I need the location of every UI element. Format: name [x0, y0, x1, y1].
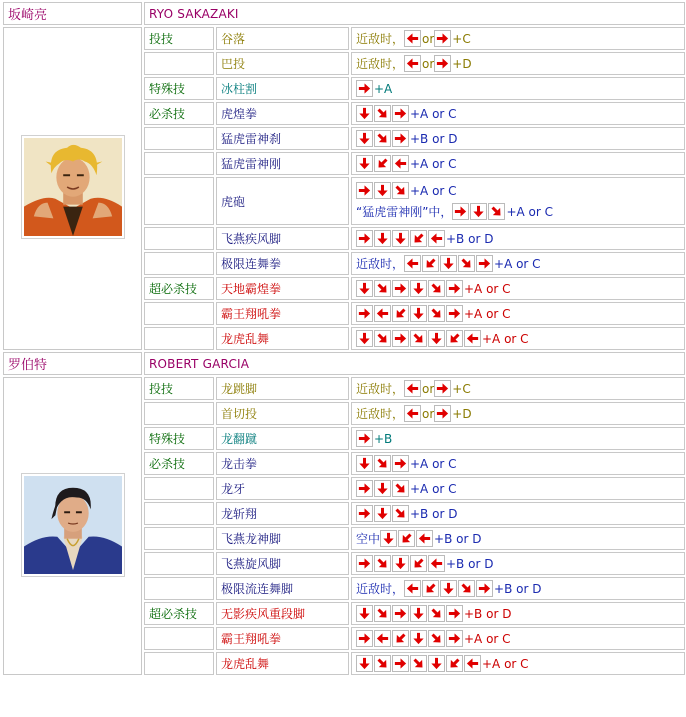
command-text: +A or C — [410, 156, 457, 171]
move-name: 无影疾风重段脚 — [216, 602, 349, 625]
command-text: +B or D — [410, 506, 458, 521]
right-arrow-icon — [356, 630, 373, 647]
left-arrow-icon — [374, 630, 391, 647]
down-arrow-icon — [374, 182, 391, 199]
right-arrow-icon — [476, 580, 493, 597]
move-category — [144, 577, 214, 600]
left-arrow-icon — [374, 305, 391, 322]
command-text: +A or C — [464, 281, 511, 296]
move-name: 虎砲 — [216, 177, 349, 225]
move-name: 天地霸煌拳 — [216, 277, 349, 300]
right-arrow-icon — [392, 455, 409, 472]
command-text: +D — [452, 406, 472, 421]
command-sequence — [356, 605, 511, 622]
down-arrow-icon — [392, 555, 409, 572]
move-category: 特殊技 — [144, 77, 214, 100]
down-left-arrow-icon — [422, 255, 439, 272]
down-arrow-icon — [380, 530, 397, 547]
right-arrow-icon — [446, 630, 463, 647]
down-right-arrow-icon — [488, 203, 505, 220]
down-right-arrow-icon — [374, 330, 391, 347]
move-category — [144, 652, 214, 675]
down-right-arrow-icon — [428, 305, 445, 322]
move-name: 龙翻蹴 — [216, 427, 349, 450]
command-sequence — [356, 630, 511, 647]
right-arrow-icon — [446, 305, 463, 322]
left-arrow-icon — [428, 230, 445, 247]
move-name: 霸王翔吼拳 — [216, 302, 349, 325]
command-text: 近敌时， — [356, 582, 405, 596]
move-command — [351, 27, 685, 50]
command-sequence — [356, 230, 493, 247]
move-command — [351, 652, 685, 675]
move-category — [144, 52, 214, 75]
move-command — [351, 177, 685, 225]
command-text: +A or C — [410, 456, 457, 471]
down-left-arrow-icon — [398, 530, 415, 547]
character-name-en: ROBERT GARCIA — [144, 352, 685, 375]
move-command — [351, 452, 685, 475]
right-arrow-icon — [392, 655, 409, 672]
move-category — [144, 502, 214, 525]
command-text: 空中 — [356, 532, 381, 546]
command-text: +B — [374, 431, 393, 446]
command-sequence — [356, 55, 472, 72]
move-category — [144, 527, 214, 550]
down-arrow-icon — [356, 605, 373, 622]
command-text: +B or D — [464, 606, 512, 621]
down-right-arrow-icon — [458, 580, 475, 597]
move-category — [144, 127, 214, 150]
command-text: 近敌时， — [356, 57, 405, 71]
command-sequence — [356, 182, 457, 199]
command-text: +A or C — [464, 306, 511, 321]
robert-portrait-icon — [21, 473, 125, 577]
down-arrow-icon — [356, 130, 373, 147]
down-right-arrow-icon — [458, 255, 475, 272]
command-text: +B or D — [410, 131, 458, 146]
down-right-arrow-icon — [410, 655, 427, 672]
command-sequence — [356, 530, 481, 547]
move-category — [144, 477, 214, 500]
down-arrow-icon — [356, 105, 373, 122]
command-text: +A — [374, 81, 393, 96]
down-right-arrow-icon — [392, 480, 409, 497]
move-category — [144, 302, 214, 325]
move-name: 极限连舞拳 — [216, 252, 349, 275]
move-command — [351, 427, 685, 450]
left-arrow-icon — [428, 555, 445, 572]
right-arrow-icon — [356, 230, 373, 247]
right-arrow-icon — [476, 255, 493, 272]
command-text: “猛虎雷神刚”中， — [356, 205, 453, 219]
move-name: 龙虎乱舞 — [216, 652, 349, 675]
down-right-arrow-icon — [374, 105, 391, 122]
down-left-arrow-icon — [446, 655, 463, 672]
move-category — [144, 402, 214, 425]
down-right-arrow-icon — [428, 630, 445, 647]
move-command — [351, 302, 685, 325]
command-sequence — [356, 30, 471, 47]
move-name: 龙跳脚 — [216, 377, 349, 400]
down-arrow-icon — [470, 203, 487, 220]
left-arrow-icon — [416, 530, 433, 547]
move-category — [144, 252, 214, 275]
move-category: 投技 — [144, 377, 214, 400]
character-name-cn: 罗伯特 — [3, 352, 142, 375]
command-text: +C — [452, 381, 471, 396]
move-command — [351, 102, 685, 125]
down-right-arrow-icon — [374, 555, 391, 572]
move-command — [351, 152, 685, 175]
command-text: 近敌时， — [356, 382, 405, 396]
command-sequence — [356, 380, 471, 397]
down-arrow-icon — [374, 480, 391, 497]
down-arrow-icon — [410, 630, 427, 647]
move-row — [3, 27, 685, 50]
move-name: 极限流连舞脚 — [216, 577, 349, 600]
down-right-arrow-icon — [428, 280, 445, 297]
down-arrow-icon — [428, 655, 445, 672]
move-list-body — [3, 2, 685, 675]
down-arrow-icon — [410, 305, 427, 322]
command-sequence — [356, 455, 457, 472]
command-text: or — [422, 31, 435, 46]
move-command — [351, 277, 685, 300]
move-category — [144, 627, 214, 650]
command-text: +B or D — [446, 231, 494, 246]
move-name: 猛虎雷神刹 — [216, 127, 349, 150]
move-category — [144, 177, 214, 225]
down-arrow-icon — [428, 330, 445, 347]
command-text: +B or D — [494, 581, 542, 596]
move-command — [351, 502, 685, 525]
move-name: 飞燕龙神脚 — [216, 527, 349, 550]
character-name-cn: 坂崎亮 — [3, 2, 142, 25]
down-left-arrow-icon — [422, 580, 439, 597]
command-sequence — [356, 580, 541, 597]
right-arrow-icon — [356, 555, 373, 572]
portrait-cell — [3, 377, 142, 675]
ryo-portrait-icon — [21, 135, 125, 239]
right-arrow-icon — [434, 380, 451, 397]
down-right-arrow-icon — [374, 655, 391, 672]
move-category: 必杀技 — [144, 452, 214, 475]
right-arrow-icon — [434, 30, 451, 47]
command-sequence — [356, 405, 472, 422]
move-name: 龙斩翔 — [216, 502, 349, 525]
move-command — [351, 252, 685, 275]
right-arrow-icon — [392, 280, 409, 297]
command-text: +A or C — [410, 481, 457, 496]
move-name: 冰柱割 — [216, 77, 349, 100]
command-text: or — [422, 381, 435, 396]
move-command — [351, 402, 685, 425]
move-command — [351, 552, 685, 575]
down-right-arrow-icon — [374, 455, 391, 472]
command-sequence — [356, 255, 541, 272]
down-right-arrow-icon — [410, 330, 427, 347]
down-left-arrow-icon — [410, 555, 427, 572]
right-arrow-icon — [356, 480, 373, 497]
left-arrow-icon — [404, 255, 421, 272]
command-text: or — [422, 56, 435, 71]
left-arrow-icon — [404, 580, 421, 597]
right-arrow-icon — [392, 130, 409, 147]
command-text: +A or C — [464, 631, 511, 646]
down-right-arrow-icon — [392, 505, 409, 522]
down-right-arrow-icon — [392, 182, 409, 199]
command-text: +B or D — [446, 556, 494, 571]
down-right-arrow-icon — [374, 130, 391, 147]
move-category — [144, 152, 214, 175]
move-category: 超必杀技 — [144, 277, 214, 300]
down-arrow-icon — [410, 280, 427, 297]
down-left-arrow-icon — [374, 155, 391, 172]
command-text: +A or C — [410, 183, 457, 198]
move-category — [144, 327, 214, 350]
right-arrow-icon — [356, 182, 373, 199]
move-command — [351, 527, 685, 550]
left-arrow-icon — [392, 155, 409, 172]
command-text: or — [422, 406, 435, 421]
move-name: 猛虎雷神刚 — [216, 152, 349, 175]
move-category: 投技 — [144, 27, 214, 50]
move-command — [351, 602, 685, 625]
command-sequence — [356, 430, 392, 447]
command-sequence — [356, 155, 457, 172]
command-text: +C — [452, 31, 471, 46]
down-arrow-icon — [440, 255, 457, 272]
down-arrow-icon — [356, 155, 373, 172]
right-arrow-icon — [446, 280, 463, 297]
command-sequence — [356, 505, 457, 522]
portrait-cell — [3, 27, 142, 350]
move-category: 必杀技 — [144, 102, 214, 125]
command-sequence — [356, 130, 457, 147]
right-arrow-icon — [434, 55, 451, 72]
command-sequence — [356, 203, 553, 220]
left-arrow-icon — [404, 380, 421, 397]
move-name: 霸王翔吼拳 — [216, 627, 349, 650]
left-arrow-icon — [404, 30, 421, 47]
move-command — [351, 477, 685, 500]
command-text: +A or C — [494, 256, 541, 271]
command-sequence — [356, 555, 493, 572]
down-right-arrow-icon — [374, 605, 391, 622]
right-arrow-icon — [452, 203, 469, 220]
down-left-arrow-icon — [446, 330, 463, 347]
move-name: 龙击拳 — [216, 452, 349, 475]
move-category: 特殊技 — [144, 427, 214, 450]
command-sequence — [356, 280, 511, 297]
move-name: 谷落 — [216, 27, 349, 50]
right-arrow-icon — [356, 505, 373, 522]
move-row — [3, 377, 685, 400]
right-arrow-icon — [356, 430, 373, 447]
down-arrow-icon — [392, 230, 409, 247]
down-arrow-icon — [374, 505, 391, 522]
down-right-arrow-icon — [428, 605, 445, 622]
right-arrow-icon — [434, 405, 451, 422]
command-text: +A or C — [410, 106, 457, 121]
down-left-arrow-icon — [392, 630, 409, 647]
move-name: 飞燕旋风脚 — [216, 552, 349, 575]
command-text: 近敌时， — [356, 407, 405, 421]
down-left-arrow-icon — [410, 230, 427, 247]
command-sequence — [356, 330, 529, 347]
move-name: 龙牙 — [216, 477, 349, 500]
move-command — [351, 627, 685, 650]
down-right-arrow-icon — [374, 280, 391, 297]
command-text: 近敌时， — [356, 32, 405, 46]
move-command — [351, 377, 685, 400]
move-command — [351, 77, 685, 100]
right-arrow-icon — [356, 305, 373, 322]
command-text: +B or D — [434, 531, 482, 546]
down-left-arrow-icon — [392, 305, 409, 322]
right-arrow-icon — [392, 105, 409, 122]
down-arrow-icon — [374, 230, 391, 247]
down-arrow-icon — [356, 280, 373, 297]
left-arrow-icon — [464, 655, 481, 672]
down-arrow-icon — [440, 580, 457, 597]
character-name-en: RYO SAKAZAKI — [144, 2, 685, 25]
command-text: 近敌时， — [356, 257, 405, 271]
down-arrow-icon — [410, 605, 427, 622]
move-category — [144, 552, 214, 575]
command-text: +A or C — [482, 656, 529, 671]
command-sequence — [356, 480, 457, 497]
move-command — [351, 577, 685, 600]
move-command — [351, 52, 685, 75]
move-name: 虎煌拳 — [216, 102, 349, 125]
right-arrow-icon — [392, 605, 409, 622]
command-text: +A or C — [506, 204, 553, 219]
command-text: +D — [452, 56, 472, 71]
move-category — [144, 227, 214, 250]
right-arrow-icon — [356, 80, 373, 97]
command-sequence — [356, 80, 392, 97]
down-arrow-icon — [356, 330, 373, 347]
move-name: 首切投 — [216, 402, 349, 425]
command-text: +A or C — [482, 331, 529, 346]
move-name: 巴投 — [216, 52, 349, 75]
left-arrow-icon — [404, 405, 421, 422]
move-command — [351, 327, 685, 350]
down-arrow-icon — [356, 655, 373, 672]
left-arrow-icon — [404, 55, 421, 72]
move-category: 超必杀技 — [144, 602, 214, 625]
move-name: 龙虎乱舞 — [216, 327, 349, 350]
left-arrow-icon — [464, 330, 481, 347]
command-sequence — [356, 105, 457, 122]
move-command — [351, 227, 685, 250]
command-sequence — [356, 655, 529, 672]
move-list-table — [1, 0, 686, 677]
down-arrow-icon — [356, 455, 373, 472]
right-arrow-icon — [446, 605, 463, 622]
move-command — [351, 127, 685, 150]
command-sequence — [356, 305, 511, 322]
move-name: 飞燕疾风脚 — [216, 227, 349, 250]
right-arrow-icon — [392, 330, 409, 347]
